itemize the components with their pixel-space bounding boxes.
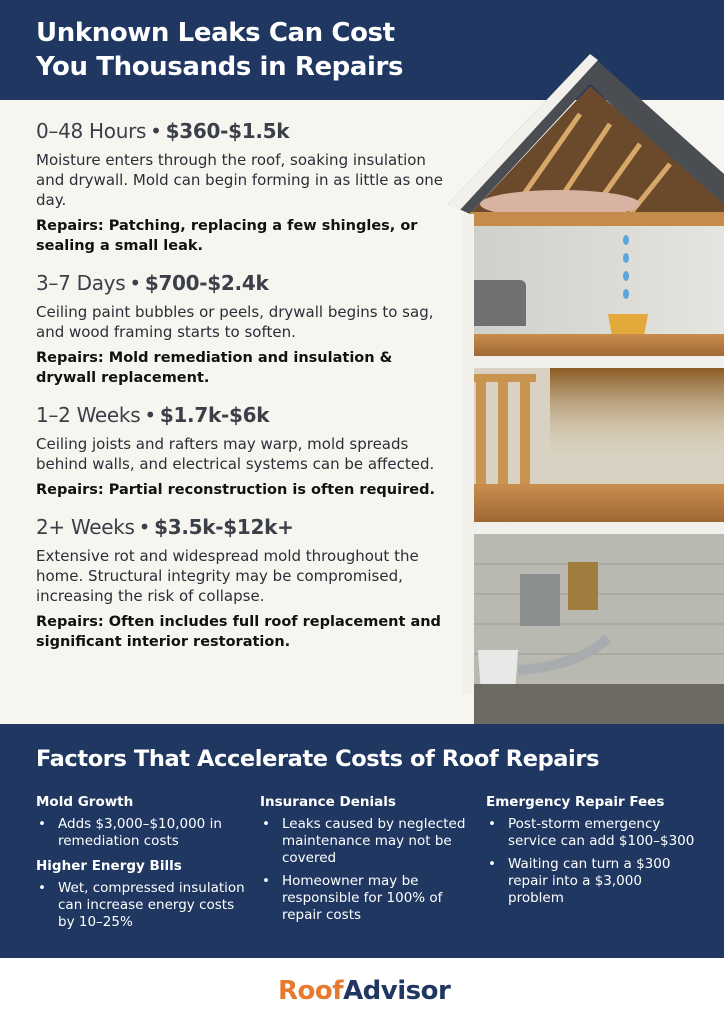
logo-advisor: Advisor (343, 976, 451, 1006)
house-cutaway-illustration (440, 44, 724, 724)
factor-heading: Higher Energy Bills (36, 858, 182, 874)
separator-dot: • (150, 119, 162, 143)
stage-repairs: Repairs: Partial reconstruction is often required. (36, 482, 435, 498)
factor-list (36, 816, 246, 850)
page-title (36, 16, 456, 84)
bullet-icon: • (262, 816, 270, 832)
bullet-icon: • (38, 880, 46, 896)
factor-item-text: Post-storm emergency service can add $100–$300 (508, 816, 695, 849)
stage-heading (36, 118, 456, 144)
separator-dot: • (144, 403, 156, 427)
basement-floor (474, 684, 724, 724)
bullet-icon: • (38, 816, 46, 832)
factor-item (260, 816, 470, 867)
stage-heading (36, 270, 456, 296)
stage-description: Ceiling paint bubbles or peels, drywall begins to sag, and wood framing starts to soften. (36, 303, 434, 341)
factor-item (486, 856, 696, 907)
factor-item (36, 816, 246, 850)
factor-item-text: Waiting can turn a $300 repair into a $3,000 problem (508, 856, 671, 906)
factor-item (36, 880, 246, 931)
factor-item (486, 816, 696, 850)
stage-heading (36, 514, 456, 540)
stage-0-48-hours (36, 118, 456, 256)
factor-heading: Insurance Denials (260, 794, 396, 810)
stage-repairs: Repairs: Patching, replacing a few shingles, or sealing a small leak. (36, 218, 418, 254)
electrical-panel (520, 574, 560, 626)
stage-2-plus-weeks (36, 514, 456, 652)
stage-range: 1–2 Weeks (36, 403, 141, 427)
factor-item (260, 873, 470, 924)
factor-heading: Mold Growth (36, 794, 134, 810)
factor-list (486, 816, 696, 907)
upper-ceiling-slab (470, 356, 724, 368)
stage-range: 3–7 Days (36, 271, 126, 295)
factor-item-text: Leaks caused by neglected maintenance may not be covered (282, 816, 466, 866)
stage-cost: $3.5k-$12k+ (154, 515, 294, 539)
middle-ceiling-slab (470, 522, 724, 534)
logo-roof: Roof (278, 976, 344, 1006)
stage-1-2-weeks (36, 402, 456, 500)
stage-repairs: Repairs: Mold remediation and insulation & drywall replacement. (36, 350, 393, 386)
factor-list (260, 816, 470, 924)
stage-heading (36, 402, 456, 428)
title-line-2: You Thousands in Repairs (36, 52, 404, 82)
stage-range: 2+ Weeks (36, 515, 135, 539)
bullet-icon: • (488, 856, 496, 872)
attic-floor (470, 212, 724, 226)
exterior-wall (462, 214, 474, 694)
bucket (608, 314, 648, 336)
title-line-1: Unknown Leaks Can Cost (36, 18, 395, 48)
factors-column-2 (260, 794, 470, 932)
upper-floor (474, 334, 724, 358)
sofa (474, 280, 526, 326)
factors-column-1 (36, 794, 246, 939)
stage-cost: $1.7k-$6k (159, 403, 270, 427)
middle-floor (474, 484, 724, 524)
bullet-icon: • (262, 873, 270, 889)
separator-dot: • (138, 515, 151, 539)
mold-stains (550, 368, 724, 458)
bullet-icon: • (488, 816, 496, 832)
factor-item-text: Wet, compressed insulation can increase energy costs by 10–25% (58, 880, 245, 930)
stage-description: Moisture enters through the roof, soaking insulation and drywall. Mold can begin forming in as little as one day. (36, 151, 443, 209)
factor-heading: Emergency Repair Fees (486, 794, 665, 810)
factor-item-text: Adds $3,000–$10,000 in remediation costs (58, 816, 222, 849)
factor-item-text: Homeowner may be responsible for 100% of repair costs (282, 873, 443, 923)
stage-3-7-days (36, 270, 456, 388)
stage-cost: $360-$1.5k (165, 119, 290, 143)
timeline (36, 118, 456, 666)
separator-dot: • (129, 271, 141, 295)
stage-cost: $700-$2.4k (144, 271, 269, 295)
factors-title: Factors That Accelerate Costs of Roof Repairs (36, 746, 600, 772)
stage-range: 0–48 Hours (36, 119, 147, 143)
factors-column-3 (486, 794, 696, 915)
stage-repairs: Repairs: Often includes full roof replacement and significant interior restoration. (36, 614, 441, 650)
factor-list (36, 880, 246, 931)
stage-description: Ceiling joists and rafters may warp, mold spreads behind walls, and electrical systems can be affected. (36, 435, 435, 473)
circuit-box (568, 562, 598, 610)
stage-description: Extensive rot and widespread mold throughout the home. Structural integrity may be compromised, increasing the risk of collapse. (36, 547, 419, 605)
roofadvisor-logo[interactable] (278, 976, 450, 1006)
